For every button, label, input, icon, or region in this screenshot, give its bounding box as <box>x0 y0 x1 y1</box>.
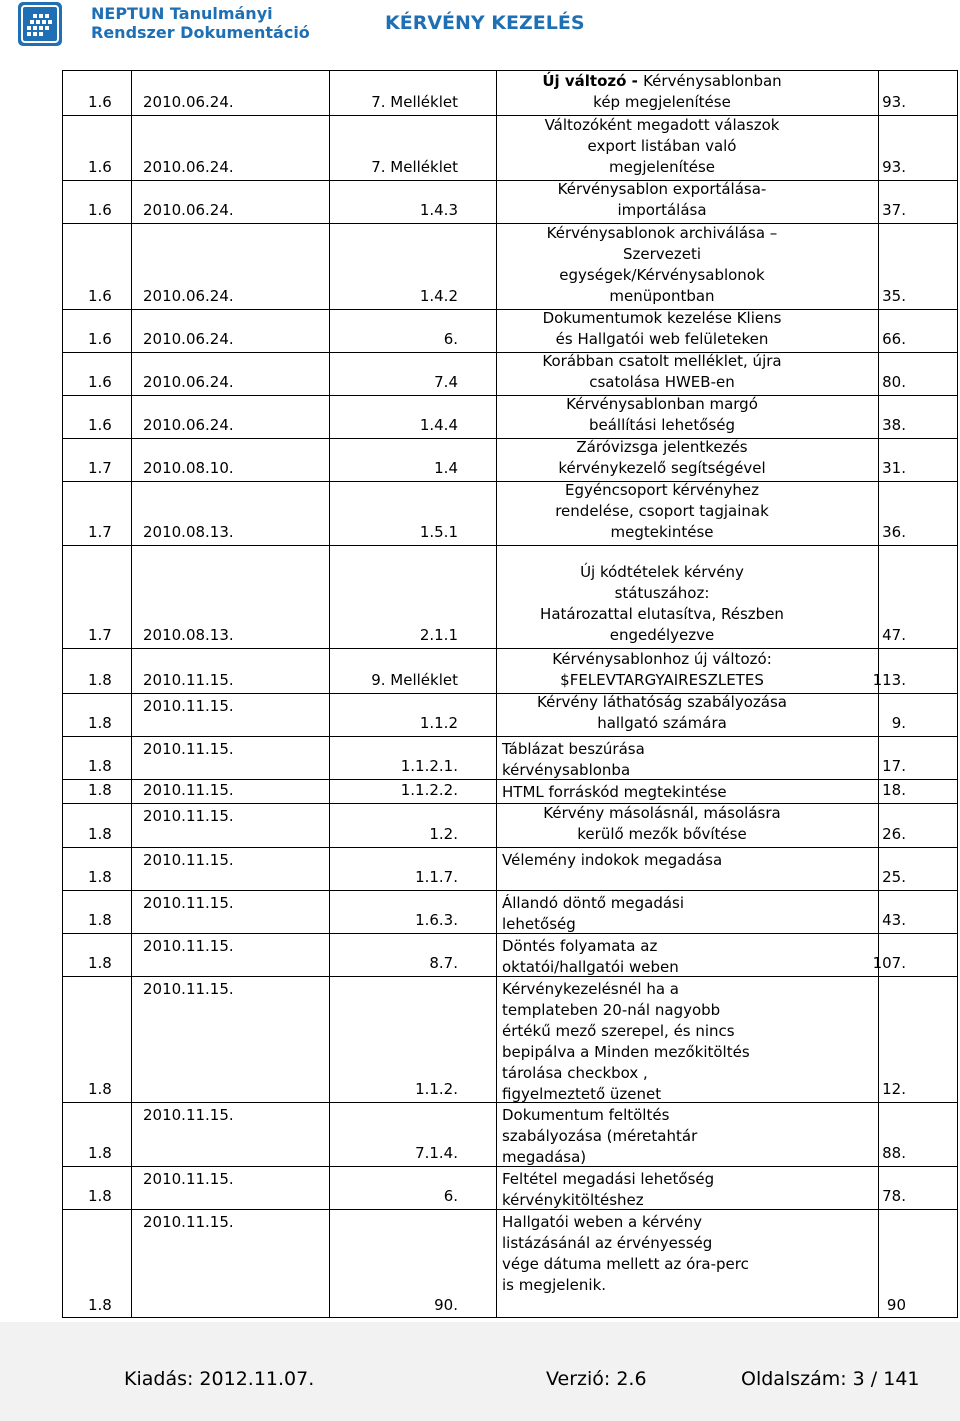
description-cell <box>498 351 826 393</box>
section-cell: 1.4 <box>434 459 458 477</box>
date-cell: 2010.06.24. <box>143 93 234 111</box>
brand-line2: Rendszer Dokumentáció <box>91 23 310 42</box>
table-row <box>62 545 958 648</box>
version-cell: 1.6 <box>88 330 112 348</box>
description-text: Egyéncsoport kérvényhez rendelése, csoport tagjainak megtekintése <box>555 481 769 541</box>
description-text: Korábban csatolt melléklet, újra csatolása HWEB-en <box>542 352 782 391</box>
version-cell: 1.8 <box>88 954 112 972</box>
table-row <box>62 223 958 309</box>
description-cell <box>498 115 826 178</box>
date-cell: 2010.06.24. <box>143 158 234 176</box>
document-title: KÉRVÉNY KEZELÉS <box>385 12 585 34</box>
version-cell: 1.6 <box>88 158 112 176</box>
date-cell: 2010.11.15. <box>143 1170 234 1188</box>
table-row <box>62 847 958 890</box>
page-cell: 9. <box>891 714 906 732</box>
section-cell: 7.1.4. <box>415 1144 458 1162</box>
section-cell: 6. <box>443 1187 458 1205</box>
page-cell: 47. <box>882 626 906 644</box>
date-cell: 2010.11.15. <box>143 1106 234 1124</box>
footer-page-number: Oldalszám: 3 / 141 <box>741 1368 920 1390</box>
description-cell <box>498 803 826 845</box>
date-cell: 2010.06.24. <box>143 416 234 434</box>
section-cell: 1.1.7. <box>415 868 458 886</box>
brand-line1: NEPTUN Tanulmányi <box>91 4 273 23</box>
description-cell <box>498 71 826 113</box>
table-row <box>62 309 958 352</box>
date-cell: 2010.08.13. <box>143 523 234 541</box>
section-cell: 7.4 <box>434 373 458 391</box>
table-row <box>62 438 958 481</box>
description-text: Kérvény láthatóság szabályozása hallgató számára <box>537 693 787 732</box>
description-text: Kérvénysablonban kép megjelenítése <box>593 72 782 111</box>
table-row <box>62 976 958 1102</box>
version-cell: 1.6 <box>88 416 112 434</box>
date-cell: 2010.11.15. <box>143 851 234 869</box>
section-cell: 8.7. <box>429 954 458 972</box>
date-cell: 2010.11.15. <box>143 781 234 799</box>
description-text: Záróvizsga jelentkezés kérvénykezelő segítségével <box>558 438 766 477</box>
description-text: Állandó döntő megadási lehetőség <box>502 894 685 933</box>
version-cell: 1.8 <box>88 868 112 886</box>
table-row <box>62 70 958 115</box>
section-cell: 1.4.4 <box>419 416 458 434</box>
description-cell <box>502 936 792 978</box>
version-cell: 1.8 <box>88 1144 112 1162</box>
section-cell: 6. <box>443 330 458 348</box>
description-text: Táblázat beszúrása kérvénysablonba <box>502 740 645 779</box>
description-bold: Új változó - <box>542 72 644 90</box>
version-cell: 1.8 <box>88 825 112 843</box>
table-row <box>62 779 958 803</box>
section-cell: 1.1.2. <box>415 1080 458 1098</box>
version-cell: 1.8 <box>88 781 112 799</box>
page-cell: 93. <box>882 158 906 176</box>
table-row <box>62 115 958 180</box>
description-text: Kérvény másolásnál, másolásra kerülő mezők bővítése <box>543 804 781 843</box>
description-cell <box>502 979 792 1105</box>
date-cell: 2010.11.15. <box>143 894 234 912</box>
description-cell <box>498 562 826 646</box>
description-text: Kérvénysablon exportálása- importálása <box>557 180 767 219</box>
description-text: Dokumentumok kezelése Kliens és Hallgatói web felületeken <box>542 309 782 348</box>
version-cell: 1.8 <box>88 714 112 732</box>
table-row <box>62 693 958 736</box>
description-text: Kérvénysablonok archiválása – Szervezeti egységek/Kérvénysablonok menüpontban <box>546 224 778 305</box>
section-cell: 7. Melléklet <box>371 158 458 176</box>
date-cell: 2010.06.24. <box>143 330 234 348</box>
version-cell: 1.8 <box>88 671 112 689</box>
page-cell: 107. <box>872 954 906 972</box>
section-cell: 9. Melléklet <box>371 671 458 689</box>
version-cell: 1.8 <box>88 911 112 929</box>
page-cell: 90 <box>886 1296 906 1314</box>
description-text: Feltétel megadási lehetőség kérvénykitöltéshez <box>502 1170 715 1209</box>
page-cell: 25. <box>882 868 906 886</box>
table-row <box>62 395 958 438</box>
description-cell <box>498 223 826 307</box>
table-row <box>62 890 958 933</box>
description-text: HTML forráskód megtekintése <box>502 783 727 801</box>
description-cell <box>502 893 792 935</box>
page-cell: 18. <box>882 781 906 799</box>
version-cell: 1.7 <box>88 626 112 644</box>
version-cell: 1.8 <box>88 1080 112 1098</box>
page-cell: 80. <box>882 373 906 391</box>
version-cell: 1.7 <box>88 459 112 477</box>
description-text: Új kódtételek kérvény státuszához: Határozattal elutasítva, Részben engedélyezve <box>540 563 784 644</box>
section-cell: 1.1.2.2. <box>400 781 458 799</box>
description-text: Változóként megadott válaszok export listában való megjelenítése <box>544 116 780 176</box>
date-cell: 2010.11.15. <box>143 1213 234 1231</box>
brand-name <box>91 4 310 42</box>
table-row <box>62 933 958 976</box>
description-text: Dokumentum feltöltés szabályozása (méretahtár megadása) <box>502 1106 698 1166</box>
date-cell: 2010.06.24. <box>143 373 234 391</box>
page-cell: 113. <box>872 671 906 689</box>
section-cell: 7. Melléklet <box>371 93 458 111</box>
section-cell: 1.6.3. <box>415 911 458 929</box>
date-cell: 2010.11.15. <box>143 671 234 689</box>
page-cell: 37. <box>882 201 906 219</box>
page-cell: 17. <box>882 757 906 775</box>
table-row <box>62 648 958 693</box>
page-cell: 31. <box>882 459 906 477</box>
version-cell: 1.8 <box>88 757 112 775</box>
page-cell: 78. <box>882 1187 906 1205</box>
section-cell: 1.1.2 <box>419 714 458 732</box>
neptun-logo <box>18 2 62 46</box>
description-text: Kérvénykezelésnél ha a templateben 20-nál nagyobb értékű mező szerepel, és nincs bepipálva a Minden mezőkitöltés tárolása checkbox , figyelmeztető üzenet <box>502 980 750 1103</box>
date-cell: 2010.11.15. <box>143 740 234 758</box>
version-cell: 1.7 <box>88 523 112 541</box>
table-row <box>62 1166 958 1209</box>
section-cell: 1.4.2 <box>419 287 458 305</box>
page-cell: 93. <box>882 93 906 111</box>
table-row <box>62 1209 958 1318</box>
section-cell: 90. <box>434 1296 458 1314</box>
description-text: Hallgatói weben a kérvény listázásánál az érvényesség vége dátuma mellett az óra-perc is megjelenik. <box>502 1213 749 1294</box>
description-cell <box>498 649 826 691</box>
description-cell <box>498 308 826 350</box>
date-cell: 2010.06.24. <box>143 201 234 219</box>
description-cell <box>498 394 826 436</box>
description-text: Vélemény indokok megadása <box>502 851 723 869</box>
table-row <box>62 736 958 779</box>
page-cell: 38. <box>882 416 906 434</box>
description-cell <box>498 692 826 734</box>
page-cell: 35. <box>882 287 906 305</box>
table-row <box>62 180 958 223</box>
version-cell: 1.6 <box>88 201 112 219</box>
date-cell: 2010.06.24. <box>143 287 234 305</box>
page-cell: 66. <box>882 330 906 348</box>
table-row <box>62 481 958 545</box>
date-cell: 2010.11.15. <box>143 937 234 955</box>
date-cell: 2010.11.15. <box>143 807 234 825</box>
section-cell: 1.5.1 <box>419 523 458 541</box>
description-text: Kérvénysablonban margó beállítási lehetőség <box>566 395 758 434</box>
page-cell: 12. <box>882 1080 906 1098</box>
page-cell: 36. <box>882 523 906 541</box>
description-cell <box>502 739 792 781</box>
table-row <box>62 1102 958 1166</box>
version-cell: 1.6 <box>88 93 112 111</box>
table-row <box>62 803 958 847</box>
description-cell <box>498 437 826 479</box>
section-cell: 1.1.2.1. <box>400 757 458 775</box>
version-cell: 1.8 <box>88 1296 112 1314</box>
description-cell <box>502 1169 792 1211</box>
description-text: Döntés folyamata az oktatói/hallgatói weben <box>502 937 679 976</box>
date-cell: 2010.11.15. <box>143 697 234 715</box>
page-cell: 88. <box>882 1144 906 1162</box>
footer-version: Verzió: 2.6 <box>546 1368 647 1390</box>
page-cell: 26. <box>882 825 906 843</box>
description-cell <box>502 1105 792 1168</box>
date-cell: 2010.08.10. <box>143 459 234 477</box>
description-cell <box>502 782 792 803</box>
description-cell <box>498 179 826 221</box>
version-cell: 1.6 <box>88 287 112 305</box>
description-cell <box>502 850 792 871</box>
version-cell: 1.6 <box>88 373 112 391</box>
date-cell: 2010.08.13. <box>143 626 234 644</box>
section-cell: 1.4.3 <box>419 201 458 219</box>
description-text: Kérvénysablonhoz új változó: $FELEVTARGYAIRESZLETES <box>552 650 772 689</box>
page-cell: 43. <box>882 911 906 929</box>
footer-issue-date: Kiadás: 2012.11.07. <box>124 1368 315 1390</box>
section-cell: 2.1.1 <box>419 626 458 644</box>
section-cell: 1.2. <box>429 825 458 843</box>
description-cell <box>502 1212 792 1296</box>
version-cell: 1.8 <box>88 1187 112 1205</box>
description-cell <box>498 480 826 543</box>
date-cell: 2010.11.15. <box>143 980 234 998</box>
table-row <box>62 352 958 395</box>
